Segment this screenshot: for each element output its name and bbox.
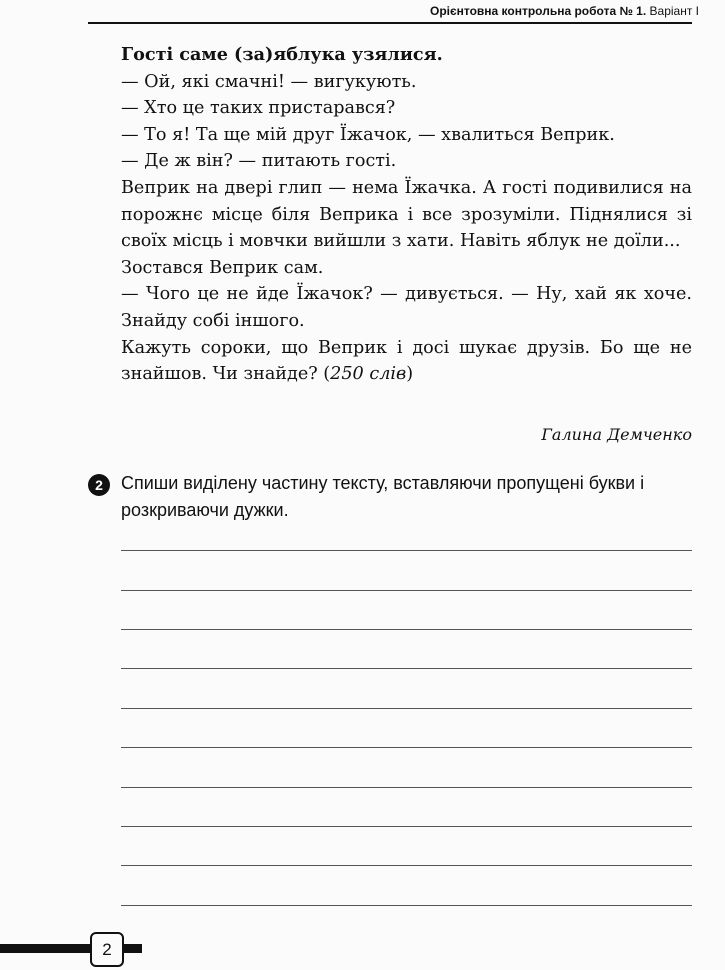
paragraph-text: Кажуть сороки, що Веприк і досі шукає друзів. Бо ще не знайшов. Чи знайде? ( [121, 337, 692, 385]
answer-line[interactable] [121, 865, 692, 866]
page-number: 2 [90, 932, 124, 967]
dialogue-line: — То я! Та ще мій друг Їжачок, — хвалиться Веприк. [121, 124, 615, 145]
answer-line[interactable] [121, 668, 692, 669]
answer-line[interactable] [121, 747, 692, 748]
answer-line[interactable] [121, 787, 692, 788]
dialogue-line: — Хто це таких пристарався? [121, 98, 396, 119]
header-rule [88, 22, 692, 24]
story-title: Гості саме (за)яблука узялися. [121, 44, 443, 65]
answer-line[interactable] [121, 550, 692, 551]
task-number-badge: 2 [88, 474, 110, 496]
task [88, 470, 692, 524]
author: Галина Демченко [541, 425, 692, 444]
paragraph: — Чого це не йде Їжачок? — дивується. — Ну, хай як хоче. Знайду собі іншого. [121, 284, 692, 331]
paragraph [121, 175, 692, 255]
answer-line[interactable] [121, 905, 692, 906]
answer-line[interactable] [121, 708, 692, 709]
paragraph-text: Веприк на двері глип — нема Їжачка. А гості подивилися на порожнє місце біля Веприка і все зрозуміли. Піднялися зі своїх місць і мовчки вийшли з хати. Навіть яблук не доїли... [121, 177, 692, 252]
paragraph [121, 335, 692, 388]
answer-line[interactable] [121, 629, 692, 630]
dialogue-line: — Де ж він? — питають гості. [121, 151, 397, 172]
answer-line[interactable] [121, 590, 692, 591]
dialogue-line: — Ой, які смачні! — вигукують. [121, 71, 417, 92]
paragraph-text: ) [406, 364, 414, 385]
task-instruction: Спиши виділену частину тексту, вставляючи пропущені букви і розкриваючи дужки. [121, 473, 645, 520]
header-title: Орієнтовна контрольна робота № 1. [429, 4, 647, 18]
paragraph: Зостався Веприк сам. [121, 257, 324, 278]
header-variant: Варіант І [649, 4, 699, 18]
story-text [121, 42, 692, 388]
word-count: 250 слів [330, 364, 407, 385]
running-header [430, 4, 699, 18]
answer-line[interactable] [121, 826, 692, 827]
